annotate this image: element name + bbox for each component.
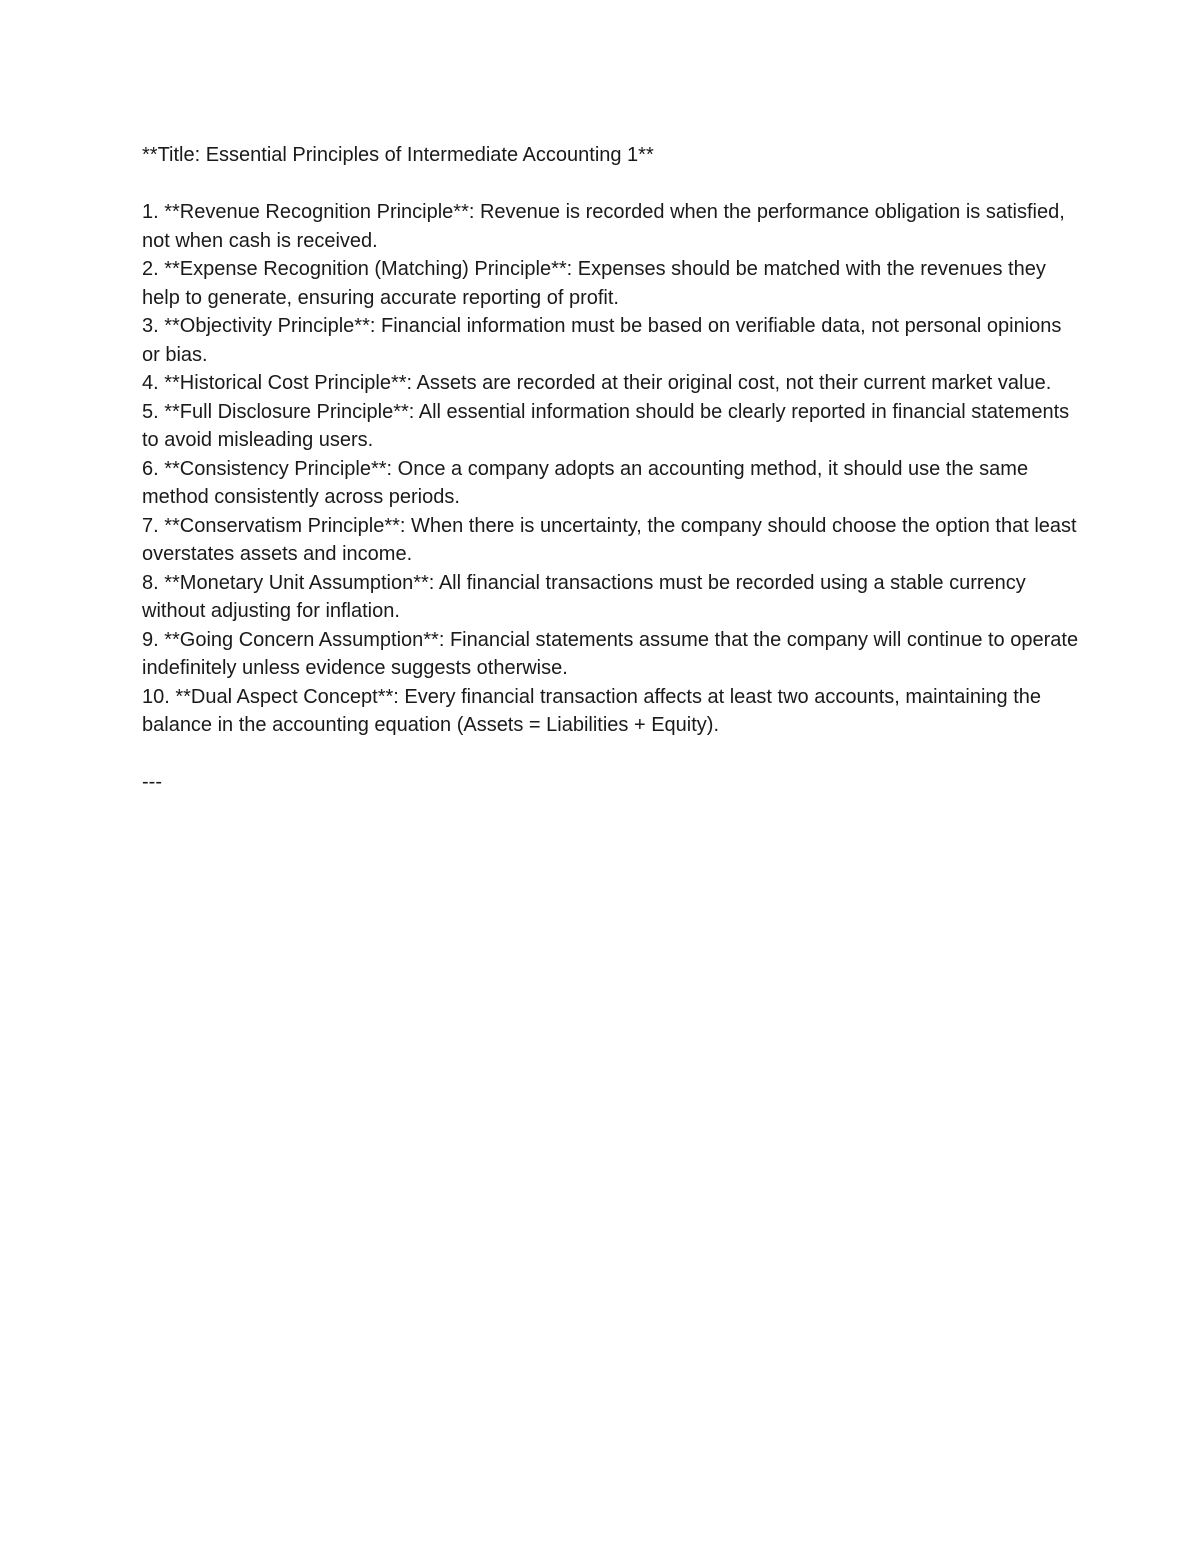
list-item: 6. **Consistency Principle**: Once a company adopts an accounting method, it should use the same method consistently across periods. <box>142 457 1029 508</box>
list-item: 4. **Historical Cost Principle**: Assets are recorded at their original cost, not their current market value. <box>142 372 1052 394</box>
document-title: **Title: Essential Principles of Intermediate Accounting 1** <box>142 144 654 166</box>
list-item: 3. **Objectivity Principle**: Financial information must be based on verifiable data, not personal opinions or bias. <box>142 315 1062 366</box>
list-item: 5. **Full Disclosure Principle**: All essential information should be clearly reported in financial statements to avoid misleading users. <box>142 400 1070 451</box>
list-item: 8. **Monetary Unit Assumption**: All financial transactions must be recorded using a stable currency without adjusting for inflation. <box>142 571 1026 622</box>
list-item: 7. **Conservatism Principle**: When there is uncertainty, the company should choose the option that least overstates assets and income. <box>142 514 1077 565</box>
list-item: 1. **Revenue Recognition Principle**: Revenue is recorded when the performance obligation is satisfied, not when cash is received. <box>142 201 1065 252</box>
list-item: 2. **Expense Recognition (Matching) Principle**: Expenses should be matched with the revenues they help to generate, ensuring accurate reporting of profit. <box>142 258 1046 309</box>
list-item: 9. **Going Concern Assumption**: Financial statements assume that the company will continue to operate indefinitely unless evidence suggests otherwise. <box>142 628 1079 679</box>
separator-text: --- <box>142 771 162 793</box>
list-item: 10. **Dual Aspect Concept**: Every financial transaction affects at least two accounts, maintaining the balance in the accounting equation (Assets = Liabilities + Equity). <box>142 685 1042 736</box>
document-body <box>142 141 1082 797</box>
principles-list <box>142 198 1082 740</box>
